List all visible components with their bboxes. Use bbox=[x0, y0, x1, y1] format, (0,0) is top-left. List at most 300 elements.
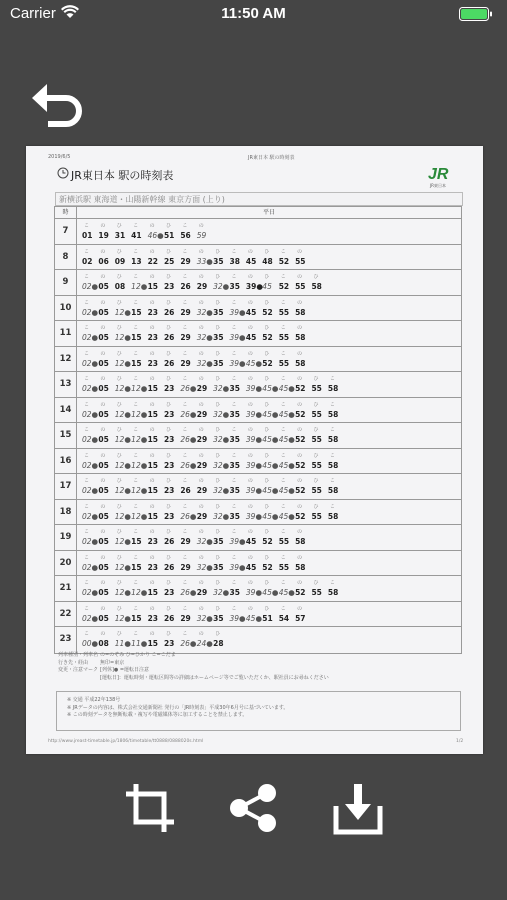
train-type-mark: ひ bbox=[116, 554, 122, 561]
train-type-mark: こ bbox=[280, 554, 286, 561]
departure-time bbox=[98, 503, 114, 526]
train-type-mark: の bbox=[247, 478, 253, 484]
minute-label: 39● bbox=[245, 588, 262, 597]
minute-label: 15 bbox=[131, 333, 142, 342]
minute-label: 51 bbox=[262, 613, 273, 623]
train-type-mark: の bbox=[149, 452, 155, 459]
departure-time bbox=[131, 452, 148, 475]
minute-label: 26● bbox=[180, 511, 197, 521]
train-type-mark: こ bbox=[280, 427, 286, 433]
timetable-row bbox=[55, 525, 461, 551]
minute-label: 52 bbox=[295, 384, 306, 393]
departure-time bbox=[164, 276, 180, 296]
minute-label: 58 bbox=[327, 486, 339, 495]
departure-time bbox=[245, 605, 262, 628]
train-type-mark: ひ bbox=[116, 427, 122, 433]
departure-time bbox=[163, 350, 180, 373]
departure-time bbox=[115, 378, 131, 398]
train-type-mark: の bbox=[100, 248, 106, 255]
legend-value: [列休]● =運転日注意 bbox=[100, 667, 150, 673]
departure-time bbox=[148, 429, 164, 449]
departure-time bbox=[213, 350, 229, 373]
train-type-mark: こ bbox=[231, 503, 237, 510]
departure-time bbox=[115, 531, 131, 551]
train-type-mark: の bbox=[198, 605, 204, 612]
departure-time bbox=[82, 378, 98, 398]
timetable-row bbox=[55, 219, 461, 245]
train-type-mark: の bbox=[198, 350, 204, 357]
train-type-mark: こ bbox=[231, 478, 237, 484]
minute-label: 00● bbox=[82, 639, 99, 648]
share-icon[interactable] bbox=[225, 780, 281, 836]
train-type-mark: こ bbox=[84, 503, 90, 510]
train-type-mark: こ bbox=[280, 452, 286, 459]
departure-time bbox=[163, 248, 180, 271]
minute-label: 15 bbox=[147, 409, 158, 419]
departure-time bbox=[262, 378, 278, 398]
train-type-mark: ひ bbox=[313, 503, 319, 510]
train-type-mark: ひ bbox=[116, 274, 122, 280]
minute-label: 35 bbox=[229, 282, 240, 291]
legend-value: の=のぞみ ひ=ひかり こ=こだま bbox=[100, 652, 176, 658]
departure-time bbox=[262, 299, 278, 322]
departure-time bbox=[311, 452, 327, 475]
departure-time bbox=[245, 401, 262, 424]
departure-time bbox=[163, 452, 180, 475]
minute-label: 05 bbox=[98, 511, 109, 521]
train-type-mark: の bbox=[297, 350, 303, 357]
train-type-mark: こ bbox=[84, 452, 90, 459]
departure-time bbox=[213, 327, 229, 347]
hour-cell: 19 bbox=[55, 525, 77, 550]
note-line: ※ 交通 平成22年138号 bbox=[67, 697, 121, 703]
departure-time bbox=[164, 633, 180, 653]
train-type-mark: こ bbox=[182, 376, 188, 382]
minute-label: 06 bbox=[98, 256, 109, 266]
minute-label: 58 bbox=[295, 333, 306, 342]
departure-time bbox=[230, 480, 246, 500]
minute-label: 29 bbox=[196, 511, 208, 521]
minute-label: 25 bbox=[163, 256, 175, 266]
departure-time bbox=[196, 503, 213, 526]
minute-label: 58 bbox=[327, 588, 339, 597]
departure-time bbox=[295, 248, 311, 271]
train-type-mark: の bbox=[198, 248, 204, 255]
minute-label: 23 bbox=[147, 358, 158, 368]
train-type-mark: こ bbox=[182, 274, 188, 280]
minute-label: 05 bbox=[98, 358, 109, 368]
legend-line bbox=[58, 651, 329, 659]
train-type-mark: こ bbox=[329, 478, 335, 484]
departure-time bbox=[98, 299, 114, 322]
train-type-mark: ひ bbox=[215, 554, 221, 561]
undo-icon[interactable] bbox=[28, 76, 88, 136]
minute-label: 45● bbox=[262, 384, 279, 393]
departure-time bbox=[115, 225, 131, 245]
minute-label: 02● bbox=[82, 588, 99, 597]
minute-label: 19 bbox=[98, 231, 109, 240]
minute-label: 23 bbox=[163, 409, 175, 419]
minute-label: 26 bbox=[163, 358, 175, 368]
minute-label: 05 bbox=[98, 409, 109, 419]
minute-label: 15 bbox=[131, 613, 142, 623]
departure-time bbox=[164, 531, 180, 551]
departure-time bbox=[82, 276, 98, 296]
minute-label: 35 bbox=[229, 486, 240, 495]
crop-icon[interactable] bbox=[122, 780, 178, 836]
departure-time bbox=[213, 605, 229, 628]
train-type-mark: こ bbox=[84, 248, 90, 255]
train-type-mark: ひ bbox=[165, 605, 171, 612]
departure-time bbox=[148, 378, 164, 398]
train-type-mark: こ bbox=[280, 401, 286, 408]
note-line: ※ JRデータの内容は、株式会社交通新聞社 発行の「JR時刻表」平成30年6月号に基づいています。 bbox=[67, 704, 289, 711]
train-type-mark: こ bbox=[84, 223, 90, 229]
departure-time bbox=[180, 350, 196, 373]
train-type-mark: こ bbox=[84, 376, 90, 382]
departure-time bbox=[213, 299, 229, 322]
departure-time bbox=[114, 350, 131, 373]
departure-time bbox=[295, 378, 311, 398]
train-type-mark: の bbox=[198, 503, 204, 510]
minute-label: 02● bbox=[82, 511, 99, 521]
train-type-mark: の bbox=[247, 299, 253, 306]
status-bar bbox=[0, 0, 507, 28]
train-type-mark: の bbox=[247, 580, 253, 586]
minute-label: 29 bbox=[180, 613, 191, 623]
train-type-mark: の bbox=[100, 631, 106, 637]
train-type-mark: こ bbox=[182, 427, 188, 433]
departure-time bbox=[115, 582, 131, 602]
download-icon[interactable] bbox=[330, 780, 386, 836]
train-type-mark: の bbox=[247, 376, 253, 382]
departure-time bbox=[311, 378, 327, 398]
doc-footer-url: http://www.jreast-timetable.jp/1806/timetable/tt0888/0888020s.html bbox=[48, 739, 204, 744]
minute-label: 52 bbox=[262, 358, 273, 368]
minute-label: 12● bbox=[114, 486, 131, 495]
hour-cell: 17 bbox=[55, 474, 77, 499]
doc-page-number: 1/2 bbox=[456, 739, 464, 744]
train-type-mark: の bbox=[198, 274, 204, 280]
train-type-mark: こ bbox=[231, 580, 237, 586]
departure-time bbox=[197, 276, 213, 296]
departure-time bbox=[163, 401, 180, 424]
minute-label: 02● bbox=[82, 384, 99, 393]
departure-time bbox=[245, 248, 262, 271]
train-type-mark: こ bbox=[84, 529, 90, 535]
train-type-mark: こ bbox=[231, 452, 237, 459]
departure-time bbox=[131, 531, 147, 551]
minute-label: 41 bbox=[131, 231, 142, 240]
timetable-row bbox=[55, 296, 461, 322]
train-type-mark: の bbox=[149, 401, 155, 408]
minute-label: 55 bbox=[311, 460, 322, 470]
departure-time bbox=[311, 429, 327, 449]
minute-label: 55 bbox=[311, 486, 322, 495]
departure-time bbox=[196, 554, 213, 577]
minute-label: 08 bbox=[98, 639, 109, 648]
departure-time bbox=[230, 327, 246, 347]
departure-time bbox=[147, 299, 164, 322]
minute-label: 58 bbox=[295, 358, 306, 368]
minute-label: 45 bbox=[245, 333, 257, 342]
minute-label: 52 bbox=[295, 486, 306, 495]
minute-label: 15 bbox=[131, 562, 142, 572]
minute-label: 02● bbox=[82, 333, 99, 342]
legend-value: 無印=東京 bbox=[100, 659, 125, 666]
minute-label: 35 bbox=[213, 333, 224, 342]
departure-time bbox=[82, 327, 98, 347]
train-type-mark: ひ bbox=[313, 274, 319, 280]
train-type-mark: ひ bbox=[165, 325, 171, 331]
departure-time bbox=[327, 401, 344, 424]
train-type-mark: ひ bbox=[264, 478, 270, 484]
minute-label: 52 bbox=[262, 307, 273, 317]
minute-label: 12● bbox=[114, 333, 131, 342]
train-type-mark: の bbox=[149, 248, 155, 255]
minute-label: 26 bbox=[180, 486, 191, 495]
departure-time bbox=[114, 401, 131, 424]
train-type-mark: ひ bbox=[165, 401, 171, 408]
train-type-mark: こ bbox=[182, 401, 188, 408]
minute-label: 29 bbox=[196, 486, 208, 495]
minute-label: 58 bbox=[295, 537, 306, 546]
departure-time bbox=[295, 554, 311, 577]
departure-time bbox=[98, 350, 114, 373]
train-type-mark: こ bbox=[280, 529, 286, 535]
minute-label: 39● bbox=[229, 562, 246, 572]
timetable-row bbox=[55, 245, 461, 271]
departure-time bbox=[148, 531, 164, 551]
train-type-mark: ひ bbox=[264, 452, 270, 459]
train-type-mark: こ bbox=[133, 223, 139, 229]
departure-time bbox=[180, 633, 196, 653]
minute-label: 52 bbox=[262, 333, 273, 342]
scanned-document bbox=[26, 146, 483, 754]
train-type-mark: ひ bbox=[215, 299, 221, 306]
minute-label: 05 bbox=[98, 588, 109, 597]
departure-time bbox=[164, 429, 180, 449]
departure-time bbox=[164, 225, 180, 245]
minute-label: 55 bbox=[311, 409, 322, 419]
train-type-mark: こ bbox=[84, 274, 90, 280]
train-type-mark: の bbox=[297, 299, 303, 306]
train-type-mark: の bbox=[198, 223, 204, 229]
train-type-mark: ひ bbox=[264, 401, 270, 408]
train-type-mark: こ bbox=[231, 350, 237, 357]
departure-time bbox=[131, 605, 147, 628]
minute-label: 02● bbox=[82, 486, 99, 495]
departure-time bbox=[115, 429, 131, 449]
train-type-mark: こ bbox=[231, 274, 237, 280]
train-type-mark: の bbox=[100, 401, 106, 408]
minute-label: 59 bbox=[196, 231, 207, 240]
departure-time bbox=[82, 605, 99, 628]
train-type-mark: ひ bbox=[264, 554, 270, 561]
legend-key: 列車種別・列車名 bbox=[58, 652, 99, 658]
train-type-mark: の bbox=[297, 401, 303, 408]
train-type-mark: の bbox=[297, 605, 303, 612]
minute-label: 32● bbox=[213, 460, 230, 470]
departure-time bbox=[229, 401, 246, 424]
departure-time bbox=[180, 225, 196, 245]
train-type-mark: の bbox=[149, 631, 155, 637]
train-type-mark: こ bbox=[84, 580, 90, 586]
minute-label: 51 bbox=[163, 231, 175, 240]
train-type-mark: の bbox=[100, 478, 106, 484]
minute-label: 39● bbox=[229, 333, 246, 342]
train-type-mark: こ bbox=[182, 503, 188, 510]
minute-label: 29 bbox=[180, 333, 191, 342]
train-type-mark: ひ bbox=[264, 427, 270, 433]
departure-time bbox=[295, 401, 311, 424]
minute-label: 45 bbox=[245, 562, 257, 572]
minute-label: 35 bbox=[229, 435, 240, 444]
clock-icon bbox=[57, 167, 69, 179]
train-type-mark: ひ bbox=[165, 223, 171, 229]
legend bbox=[58, 651, 329, 681]
minute-label: 32● bbox=[196, 613, 213, 623]
train-type-mark: の bbox=[198, 376, 204, 382]
departure-time bbox=[295, 327, 311, 347]
departure-time bbox=[98, 554, 114, 577]
train-type-mark: ひ bbox=[165, 503, 171, 510]
hour-cell: 9 bbox=[55, 270, 77, 295]
departure-time bbox=[262, 350, 278, 373]
departure-time bbox=[98, 429, 114, 449]
hour-cell: 22 bbox=[55, 602, 77, 627]
departure-time bbox=[278, 299, 295, 322]
departure-time bbox=[82, 633, 98, 653]
minute-label: 02● bbox=[82, 307, 99, 317]
departure-time bbox=[279, 327, 295, 347]
train-type-mark: の bbox=[100, 605, 106, 612]
minute-label: 29 bbox=[196, 409, 208, 419]
train-type-mark: こ bbox=[133, 274, 139, 280]
departure-time bbox=[196, 401, 213, 424]
departure-time bbox=[131, 299, 147, 322]
timetable-row bbox=[55, 270, 461, 296]
train-type-mark: こ bbox=[84, 325, 90, 331]
train-type-mark: こ bbox=[133, 248, 139, 255]
minute-label: 52 bbox=[295, 435, 306, 444]
minute-label: 12● bbox=[131, 460, 148, 470]
train-type-mark: ひ bbox=[313, 478, 319, 484]
train-type-mark: の bbox=[100, 223, 106, 229]
departure-time bbox=[262, 480, 278, 500]
minute-label: 05 bbox=[98, 562, 109, 572]
minute-label: 29 bbox=[180, 358, 191, 368]
departure-time bbox=[98, 531, 114, 551]
svg-text:JR東日本: JR東日本 bbox=[430, 183, 446, 188]
timetable-row bbox=[55, 423, 461, 449]
departure-time bbox=[229, 248, 246, 271]
minute-label: 45● bbox=[278, 435, 295, 444]
departure-time bbox=[148, 225, 164, 245]
train-type-mark: の bbox=[247, 529, 253, 535]
train-type-mark: ひ bbox=[116, 223, 122, 229]
minute-label: 23 bbox=[163, 588, 175, 597]
departure-time bbox=[229, 554, 246, 577]
departure-time bbox=[278, 350, 295, 373]
train-type-mark: の bbox=[247, 350, 253, 357]
minute-label: 02● bbox=[82, 435, 99, 444]
train-type-mark: の bbox=[149, 299, 155, 306]
train-type-mark: の bbox=[198, 554, 204, 561]
train-type-mark: の bbox=[149, 376, 155, 382]
minute-label: 45● bbox=[245, 613, 262, 623]
minute-label: 55 bbox=[295, 256, 306, 266]
hour-cell: 14 bbox=[55, 398, 77, 423]
col-weekday: 平日 bbox=[262, 209, 275, 216]
train-type-mark: ひ bbox=[215, 274, 221, 280]
minute-label: 05 bbox=[98, 460, 109, 470]
train-type-mark: ひ bbox=[165, 274, 171, 280]
train-type-mark: ひ bbox=[165, 248, 171, 255]
minute-label: 45● bbox=[278, 384, 295, 393]
minute-label: 22 bbox=[147, 256, 158, 266]
train-type-mark: の bbox=[247, 427, 253, 433]
departure-time bbox=[278, 248, 295, 271]
minute-label: 55 bbox=[278, 537, 290, 546]
departure-time bbox=[197, 378, 213, 398]
col-hour: 時 bbox=[55, 207, 77, 218]
departure-time bbox=[245, 299, 262, 322]
train-type-mark: こ bbox=[133, 529, 139, 535]
departure-time bbox=[131, 350, 147, 373]
minute-label: 15 bbox=[147, 435, 158, 444]
departure-time bbox=[82, 401, 99, 424]
minute-label: 58 bbox=[327, 409, 339, 419]
minute-label: 52 bbox=[295, 460, 306, 470]
timetable-row bbox=[55, 627, 461, 653]
minute-label: 28 bbox=[213, 639, 224, 648]
train-type-mark: こ bbox=[182, 299, 188, 306]
train-type-mark: の bbox=[149, 274, 155, 280]
minute-label: 05 bbox=[98, 307, 109, 317]
departure-time bbox=[196, 452, 213, 475]
train-type-mark: こ bbox=[133, 605, 139, 612]
minute-label: 08 bbox=[114, 282, 126, 291]
train-type-mark: の bbox=[100, 452, 106, 459]
train-type-mark: こ bbox=[133, 299, 139, 306]
minute-label: 26 bbox=[180, 282, 191, 291]
train-type-mark: こ bbox=[280, 376, 286, 382]
train-type-mark: ひ bbox=[165, 452, 171, 459]
minute-label: 23 bbox=[163, 639, 175, 648]
train-type-mark: こ bbox=[84, 554, 90, 561]
doc-title: JR東日本 駅の時刻表 bbox=[71, 169, 174, 182]
minute-label: 12● bbox=[114, 409, 131, 419]
train-type-mark: の bbox=[149, 350, 155, 357]
clock-time: 11:50 AM bbox=[221, 5, 286, 22]
departure-time bbox=[115, 276, 131, 296]
departure-time bbox=[131, 480, 147, 500]
hour-cell: 18 bbox=[55, 500, 77, 525]
train-type-mark: の bbox=[297, 274, 303, 280]
minute-label: 31 bbox=[114, 231, 126, 240]
train-type-mark: こ bbox=[182, 631, 188, 637]
train-type-mark: こ bbox=[231, 529, 237, 535]
minute-label: 55 bbox=[311, 435, 322, 444]
train-type-mark: の bbox=[247, 274, 253, 280]
train-type-mark: ひ bbox=[264, 529, 270, 535]
minute-label: 23 bbox=[147, 307, 158, 317]
minute-label: 39● bbox=[245, 282, 263, 291]
train-type-mark: こ bbox=[329, 452, 335, 459]
legend-key: 行き先・経由 bbox=[58, 659, 89, 666]
hour-cell: 21 bbox=[55, 576, 77, 601]
